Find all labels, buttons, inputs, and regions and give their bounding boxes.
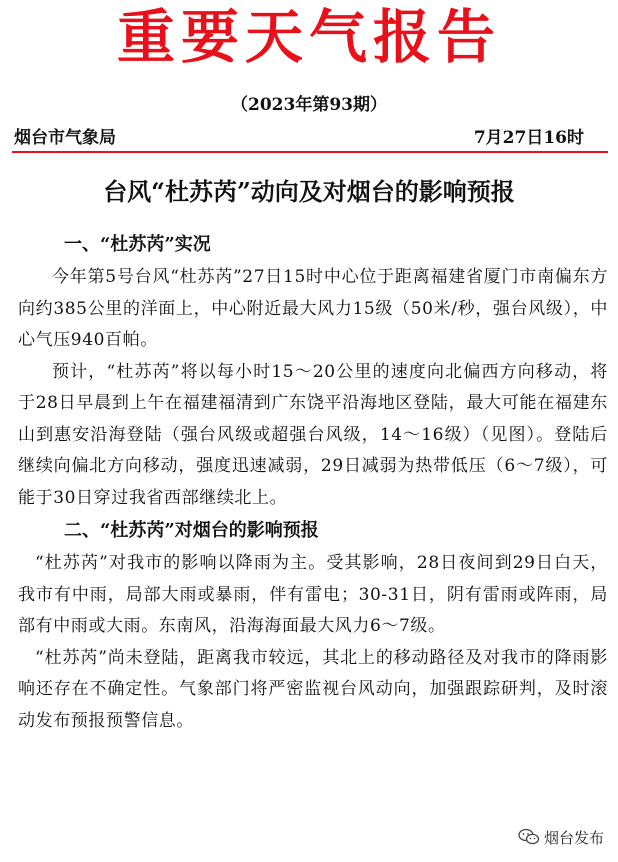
- meta-row: [14, 126, 604, 150]
- section-heading-impact-forecast: 二、“杜苏芮”对烟台的影响预报: [64, 520, 319, 541]
- paragraph-current-position: 今年第5号台风“杜苏芮”27日15时中心位于距离福建省厦门市南偏东方向约385公里的洋面上，中心附近最大风力15级（50米/秒，强台风级），中心气压940百帕。: [18, 267, 608, 350]
- watermark-text: 烟台发布: [543, 829, 604, 847]
- paragraph-forecast-track: 预计，“杜苏芮”将以每小时15～20公里的速度向北偏西方向移动，将于28日早晨到上午在福建福清到广东饶平沿海地区登陆，最大可能在福建东山到惠安沿海登陆（强台风级或超强台风级，14～16级）（见图）。登陆后继续向偏北方向移动，强度迅速减弱，29日减弱为热带低压（6～7级），可能于30日穿过我省西部继续北上。: [18, 361, 608, 508]
- issue-date: 7月27日16时: [473, 128, 584, 148]
- wechat-icon: [518, 828, 540, 846]
- masthead-title: 重要天气报告: [116, 3, 501, 71]
- report-body: [18, 228, 608, 737]
- paragraph-uncertainty: “杜苏芮”尚未登陆，距离我市较远，其北上的移动路径及对我市的降雨影响还存在不确定性。气象部门将严密监视台风动向，加强跟踪研判，及时滚动发布预报预警信息。: [18, 647, 608, 731]
- section-heading-current-status: 一、“杜苏芮”实况: [64, 234, 211, 255]
- paragraph-rainfall-impact: “杜苏芮”对我市的影响以降雨为主。受其影响，28日夜间到29日白天，我市有中雨，局部大雨或暴雨，伴有雷电；30-31日，阴有雷雨或阵雨，局部有中雨或大雨。东南风，沿海海面最大风力6～7级。: [18, 553, 608, 636]
- report-title: 台风“杜苏芮”动向及对烟台的影响预报: [103, 177, 515, 206]
- wechat-watermark: [518, 826, 604, 848]
- issue-number: （2023年第93期）: [231, 95, 387, 115]
- issuing-organization: 烟台市气象局: [14, 128, 116, 148]
- header-divider: [12, 151, 608, 153]
